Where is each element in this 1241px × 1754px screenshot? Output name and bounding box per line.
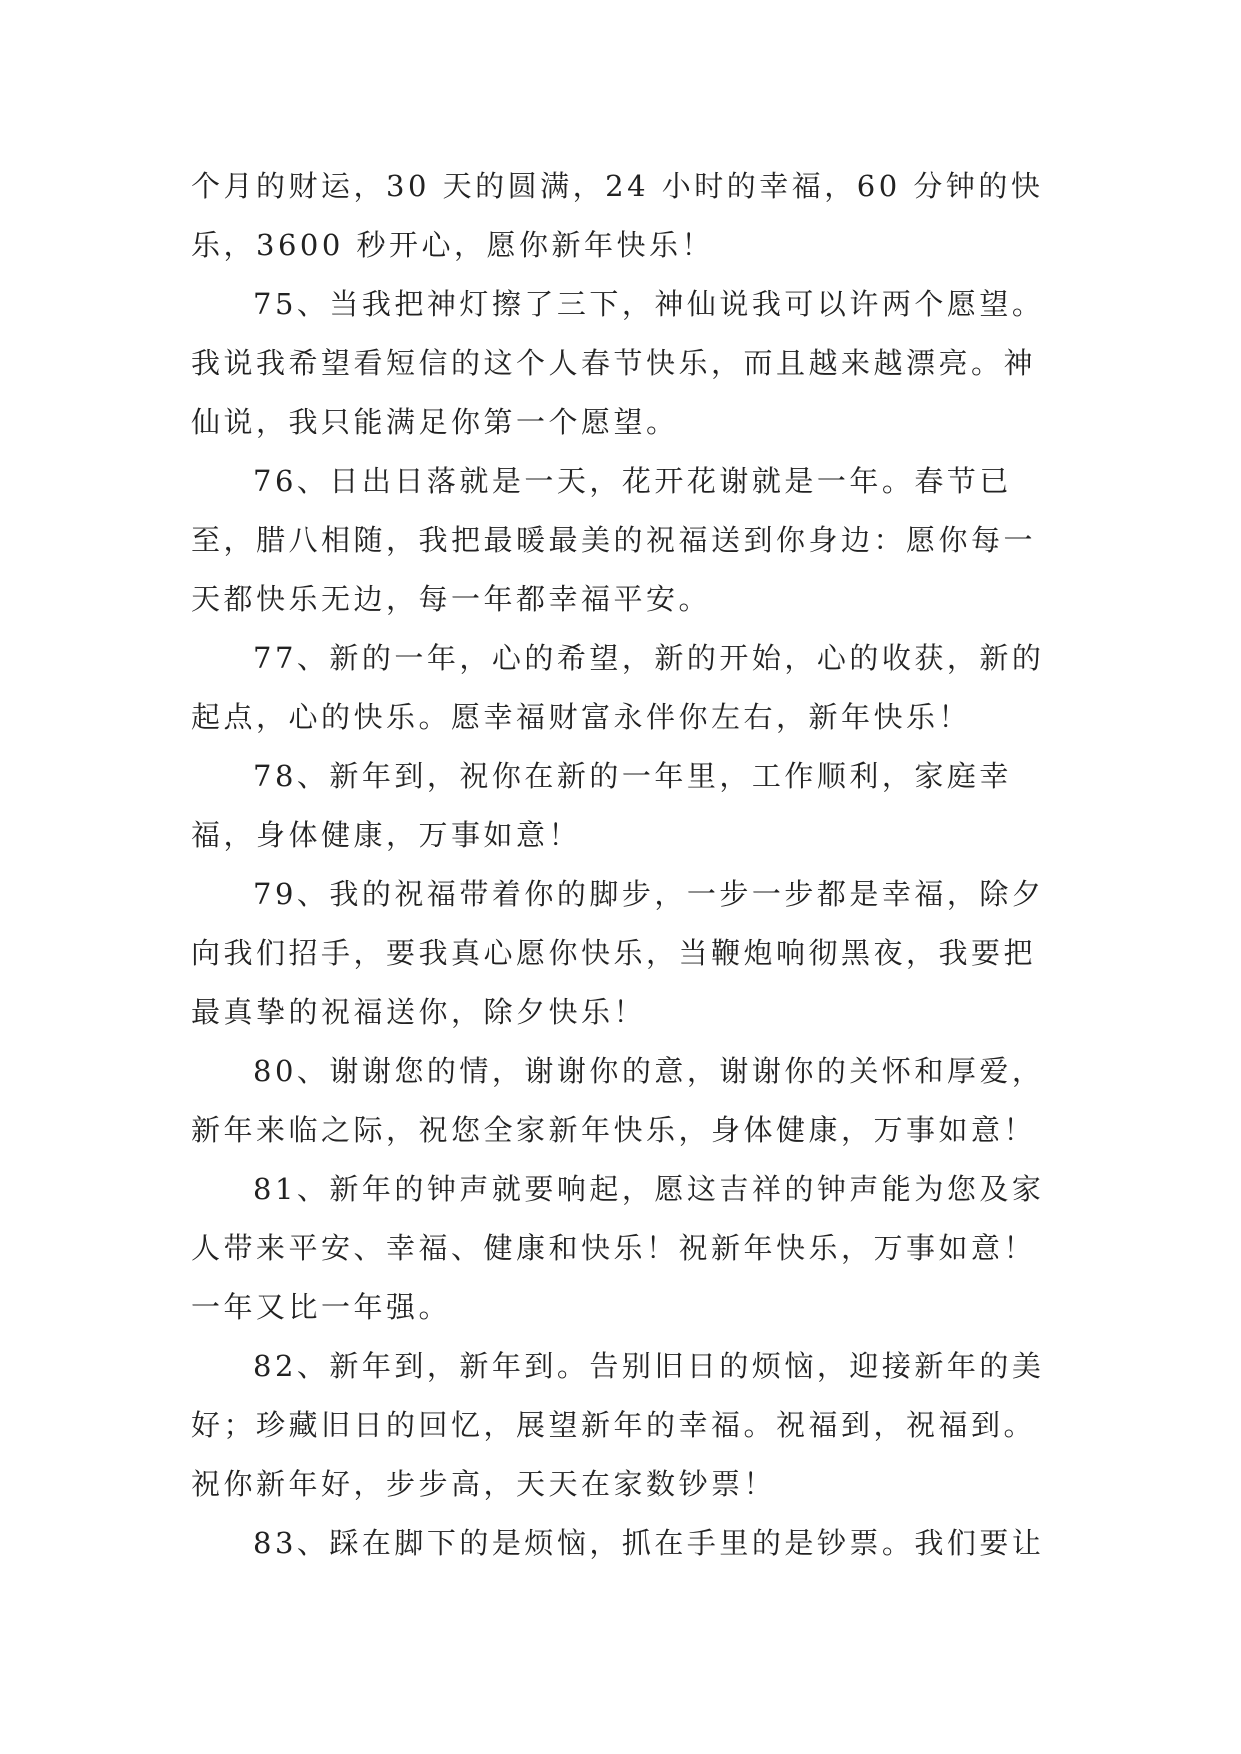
paragraph-item-80: 80、谢谢您的情，谢谢你的意，谢谢你的关怀和厚爱，新年来临之际，祝您全家新年快乐，身体健康，万事如意！ bbox=[191, 1054, 1045, 1147]
paragraph-item-79: 79、我的祝福带着你的脚步，一步一步都是幸福，除夕向我们招手，要我真心愿你快乐，当鞭炮响彻黑夜，我要把最真挚的祝福送你，除夕快乐！ bbox=[191, 877, 1045, 1029]
paragraph-item-83: 83、踩在脚下的是烦恼，抓在手里的是钞票。我们要让 bbox=[253, 1526, 1045, 1560]
paragraph-item-75: 75、当我把神灯擦了三下，神仙说我可以许两个愿望。我说我希望看短信的这个人春节快乐，而且越来越漂亮。神仙说，我只能满足你第一个愿望。 bbox=[191, 287, 1045, 439]
document-body bbox=[191, 157, 1061, 1573]
paragraph-continuation: 个月的财运，30 天的圆满，24 小时的幸福，60 分钟的快乐，3600 秒开心，愿你新年快乐！ bbox=[191, 169, 1044, 262]
paragraph-item-81: 81、新年的钟声就要响起，愿这吉祥的钟声能为您及家人带来平安、幸福、健康和快乐！祝新年快乐，万事如意！一年又比一年强。 bbox=[191, 1172, 1045, 1324]
paragraph-item-76: 76、日出日落就是一天，花开花谢就是一年。春节已至，腊八相随，我把最暖最美的祝福送到你身边：愿你每一天都快乐无边，每一年都幸福平安。 bbox=[191, 464, 1037, 616]
paragraph-item-82: 82、新年到，新年到。告别旧日的烦恼，迎接新年的美好；珍藏旧日的回忆，展望新年的幸福。祝福到，祝福到。祝你新年好，步步高，天天在家数钞票！ bbox=[191, 1349, 1045, 1501]
paragraph-item-78: 78、新年到，祝你在新的一年里，工作顺利，家庭幸福，身体健康，万事如意！ bbox=[191, 759, 1012, 852]
paragraph-item-77: 77、新的一年，心的希望，新的开始，心的收获，新的起点，心的快乐。愿幸福财富永伴你左右，新年快乐！ bbox=[191, 641, 1045, 734]
